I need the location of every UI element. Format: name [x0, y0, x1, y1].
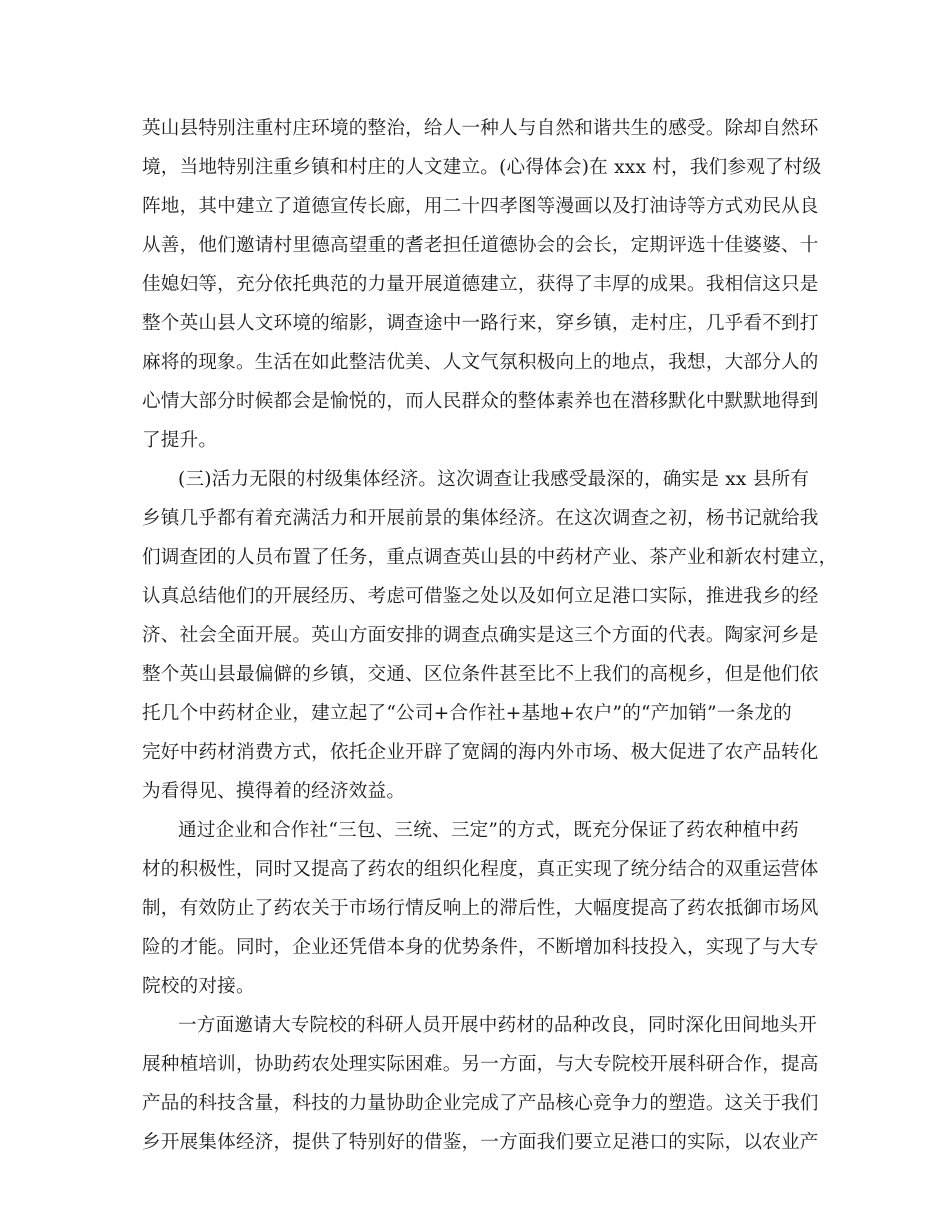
text-line: 院校的对接。	[142, 976, 255, 997]
text-line: 麻将的现象。生活在如此整洁优美、人文气氛积极向上的地点，我想，大部分人的	[142, 352, 819, 373]
text-line: 乡开展集体经济，提供了特别好的借鉴，一方面我们要立足港口的实际，以农业产	[142, 1132, 819, 1153]
text-line: 们调查团的人员布置了任务，重点调查英山县的中药材产业、茶产业和新农村建立，	[142, 547, 838, 568]
text-line: 了提升。	[142, 430, 218, 451]
text-line: 济、社会全面开展。英山方面安排的调查点确实是这三个方面的代表。陶家河乡是	[142, 625, 819, 646]
text-line: 托几个中药材企业，建立起了“公司+合作社+基地+农户”的“产加销”一条龙的	[142, 703, 792, 724]
text-line: 佳媳妇等，充分依托典范的力量开展道德建立，获得了丰厚的成果。我相信这只是	[142, 274, 819, 295]
text-line: 心情大部分时候都会是愉悦的，而人民群众的整体素养也在潜移默化中默默地得到	[142, 391, 819, 412]
text-line: 产品的科技含量，科技的力量协助企业完成了产品核心竞争力的塑造。这关于我们	[142, 1093, 819, 1114]
text-line: 制，有效防止了药农关于市场行情反响上的滞后性，大幅度提高了药农抵御市场风	[142, 898, 819, 919]
paragraph-first-line: 一方面邀请大专院校的科研人员开展中药材的品种改良，同时深化田间地头开	[178, 1015, 817, 1036]
paragraph-first-line: 通过企业和合作社“三包、三统、三定”的方式，既充分保证了药农种植中药	[178, 820, 799, 841]
text-line: 英山县特别注重村庄环境的整治，给人一种人与自然和谐共生的感受。除却自然环	[142, 118, 819, 139]
text-line: 材的积极性，同时又提高了药农的组织化程度，真正实现了统分结合的双重运营体	[142, 859, 819, 880]
text-line: 展种植培训，协助药农处理实际困难。另一方面，与大专院校开展科研合作，提高	[142, 1054, 819, 1075]
paragraph-first-line: (三)活力无限的村级集体经济。这次调查让我感受最深的，确实是 xx 县所有	[178, 469, 810, 490]
text-line: 为看得见、摸得着的经济效益。	[142, 781, 406, 802]
text-line: 险的才能。同时，企业还凭借本身的优势条件，不断增加科技投入，实现了与大专	[142, 937, 819, 958]
text-line: 整个英山县最偏僻的乡镇，交通、区位条件甚至比不上我们的高枧乡，但是他们依	[142, 664, 819, 685]
text-line: 整个英山县人文环境的缩影，调查途中一路行来，穿乡镇，走村庄，几乎看不到打	[142, 313, 819, 334]
text-line: 完好中药材消费方式，依托企业开辟了宽阔的海内外市场、极大促进了农产品转化	[142, 742, 819, 763]
text-line: 从善，他们邀请村里德高望重的耆老担任道德协会的会长，定期评选十佳婆婆、十	[142, 235, 819, 256]
text-line: 阵地，其中建立了道德宣传长廊，用二十四孝图等漫画以及打油诗等方式劝民从良	[142, 196, 819, 217]
text-line: 乡镇几乎都有着充满活力和开展前景的集体经济。在这次调查之初，杨书记就给我	[142, 508, 819, 529]
text-line: 境，当地特别注重乡镇和村庄的人文建立。(心得体会)在 xxx 村，我们参观了村级	[142, 157, 822, 178]
text-line: 认真总结他们的开展经历、考虑可借鉴之处以及如何立足港口实际，推进我乡的经	[142, 586, 819, 607]
